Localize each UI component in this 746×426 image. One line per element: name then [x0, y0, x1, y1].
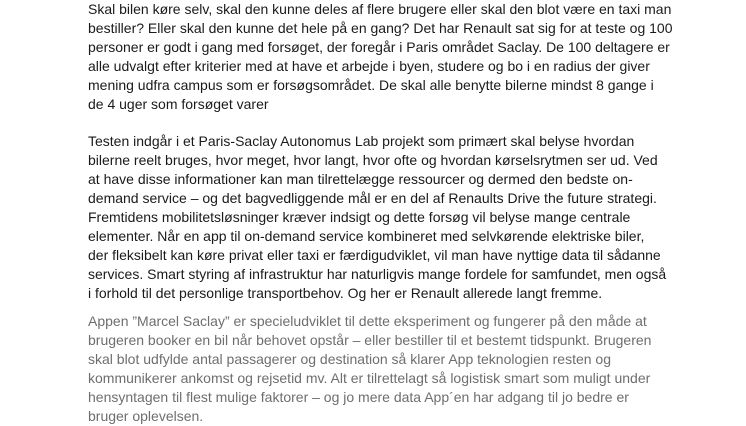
paragraph-3: [88, 312, 651, 426]
text-line: bruger oplevelsen.: [88, 408, 204, 424]
text-line: mening udfra campus som er forsøgsområdet. De skal alle benytte bilerne mindst 8 gange i: [88, 77, 654, 93]
text-line: alle udvalgt efter kriterier med at have et arbejde i byen, studere og bo i en radius der giver: [88, 58, 650, 74]
text-line: brugeren booker en bil når behovet opstår – eller bestiller til et bestemt tidspunkt. Brugeren: [88, 332, 652, 348]
text-line: bilerne reelt bruges, hvor meget, hvor langt, hvor ofte og hvordan kørselsrytmen ser ud. Ved: [88, 152, 658, 168]
text-line: demand service – og det bagvedliggende mål er en del af Renaults Drive the future strategi.: [88, 190, 657, 206]
text-line: at have disse informationer kan man tilrettelægge ressourcer og dermed den bedste on-: [88, 171, 633, 187]
paragraph-1: [88, 0, 673, 114]
text-line: skal blot udfylde antal passagerer og destination så klarer App teknologien resten og: [88, 351, 612, 367]
text-line: bestiller? Eller skal den kunne det hele på en gang? Det har Renault sat sig for at teste og 100: [88, 20, 673, 36]
text-line: Fremtidens mobilitetsløsninger kræver indsigt og dette forsøg vil belyse mange centrale: [88, 209, 631, 225]
text-line: Skal bilen køre selv, skal den kunne deles af flere brugere eller skal den blot være en taxi man: [88, 1, 672, 17]
text-line: i forhold til det personlige transportbehov. Og her er Renault allerede langt fremme.: [88, 285, 603, 301]
text-line: Appen ”Marcel Saclay” er specieludviklet til dette eksperiment og fungerer på den måde at: [88, 313, 647, 329]
text-line: de 4 uger som forsøget varer: [88, 96, 269, 112]
text-line: kommunikerer ankomst og rejsetid mv. Alt er tilrettelagt så logistisk smart som muligt under: [88, 370, 651, 386]
text-line: Testen indgår i et Paris-Saclay Autonomus Lab projekt som primært skal belyse hvordan: [88, 133, 635, 149]
text-line: der fleksibelt kan køre privat eller taxi er færdigudviklet, vil man have nyttige data til sådanne: [88, 247, 661, 263]
text-line: elementer. Når en app til on-demand service kombineret med selvkørende elektriske biler,: [88, 228, 645, 244]
text-line: personer er godt i gang med forsøget, der foregår i Paris området Saclay. De 100 deltagere er: [88, 39, 670, 55]
paragraph-2: [88, 132, 666, 303]
text-line: services. Smart styring af infrastruktur har naturligvis mange fordele for samfundet, men også: [88, 266, 667, 282]
text-line: hensyntagen til flest mulige faktorer – og jo mere data App´en har adgang til jo bedre er: [88, 389, 629, 405]
